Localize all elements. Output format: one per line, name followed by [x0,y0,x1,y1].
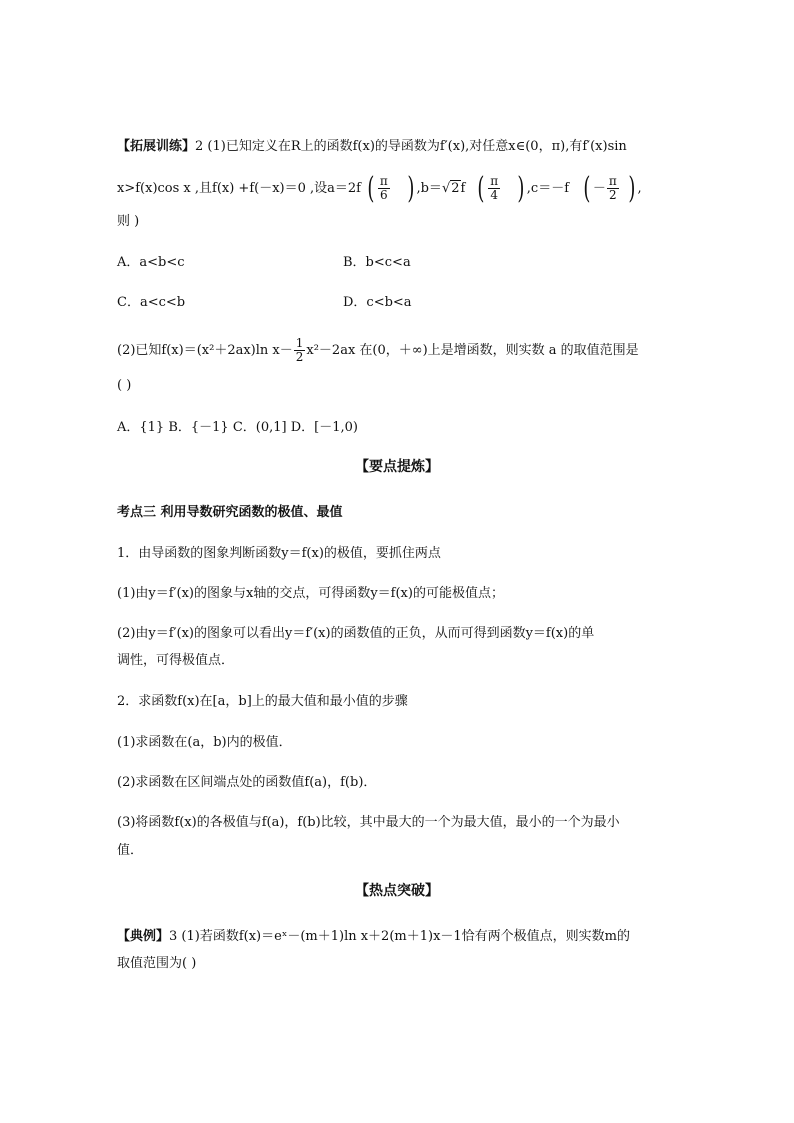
ex3-tag: 【典例】 [117,929,170,944]
ex2-line1-text: 2 (1)已知定义在R上的函数f(x)的导函数为f′(x),对任意x∈(0，π),有f′(x)sin [195,139,627,154]
ex2b-line1 [117,333,639,369]
ex2-line2d: ,c＝－f [526,181,570,196]
kp3-p2c-line1: (3)将函数f(x)的各极值与f(a)，f(b)比较，其中最大的一个为最大值，最小的一个为最小 [117,815,620,830]
ex2-option-c: C．a<c<b [117,295,186,310]
ex2-line2: x>f(x)cos x ,且f(x) +f(－x)＝0 ,设a＝2f ( $\frac{\pi}{6}$ ) ,b＝√2f ( $\frac{\pi}{4}$ ) ,c＝－f ( － $\frac{\pi}{2}$ ) , [117,170,642,206]
kp3-p2: 2．求函数f(x)在[a，b]上的最大值和最小值的步骤 [117,694,408,709]
kp3-p2b: (2)求函数在区间端点处的函数值f(a)，f(b)． [117,775,377,790]
kp3-title: 考点三 利用导数研究函数的极值、最值 [117,505,343,520]
kp3-p2c-line2: 值． [117,843,144,858]
ex2-option-d: D．c<b<a [343,295,412,310]
sqrt-2: √2 [441,181,460,196]
kp3-p1: 1．由导函数的图象判断函数y＝f(x)的极值，要抓住两点 [117,546,441,561]
fraction-pi-2: $\frac{\pi}{2}$ [608,174,617,202]
ex3-line1 [117,928,630,946]
ex2b-line2: ( ) [117,378,132,393]
ex2-line2a: x>f(x)cos x ,且f(x) +f(－x)＝0 ,设a＝2f [117,181,361,196]
section-heading-hot-topics: 【热点突破】 [355,883,439,899]
ex2-option-a: A．a<b<c [117,255,185,270]
kp3-p1a: (1)由y＝f′(x)的图象与x轴的交点，可得函数y＝f(x)的可能极值点； [117,586,504,601]
ex2b-options: A．{1} B．{－1} C．(0,1] D．[－1,0) [117,420,358,435]
ex2-line1 [117,138,627,156]
ex2-option-b: B．b<c<a [343,255,411,270]
ex2b-line1b: x²－2ax 在(0，＋∞)上是增函数，则实数 a 的取值范围是 [306,343,639,358]
ex2b-line1a: (2)已知f(x)＝(x²＋2ax)ln x－ [117,343,293,358]
ex2-line3: 则 ) [117,214,140,229]
fraction-1-2: $\frac{1}{2}$ [295,336,304,364]
section-heading-key-points: 【要点提炼】 [355,459,439,475]
kp3-p1b-line2: 调性，可得极值点． [117,653,235,668]
ex3-line1-text: 3 (1)若函数f(x)＝eˣ－(m＋1)ln x＋2(m＋1)x－1恰有两个极值点，则实数m的 [169,929,631,944]
ex2-line2b: ,b＝ [416,181,442,196]
ex3-line2: 取值范围为( ) [117,956,197,971]
fraction-pi-4: $\frac{\pi}{4}$ [490,174,499,202]
kp3-p2a: (1)求函数在(a，b)内的极值． [117,735,292,750]
fraction-pi-6: $\frac{\pi}{6}$ [379,174,388,202]
kp3-p1b-line1: (2)由y＝f′(x)的图象可以看出y＝f′(x)的函数值的正负，从而可得到函数y＝f(x)的单 [117,626,595,641]
ex2-tag: 【拓展训练】 [117,139,196,154]
